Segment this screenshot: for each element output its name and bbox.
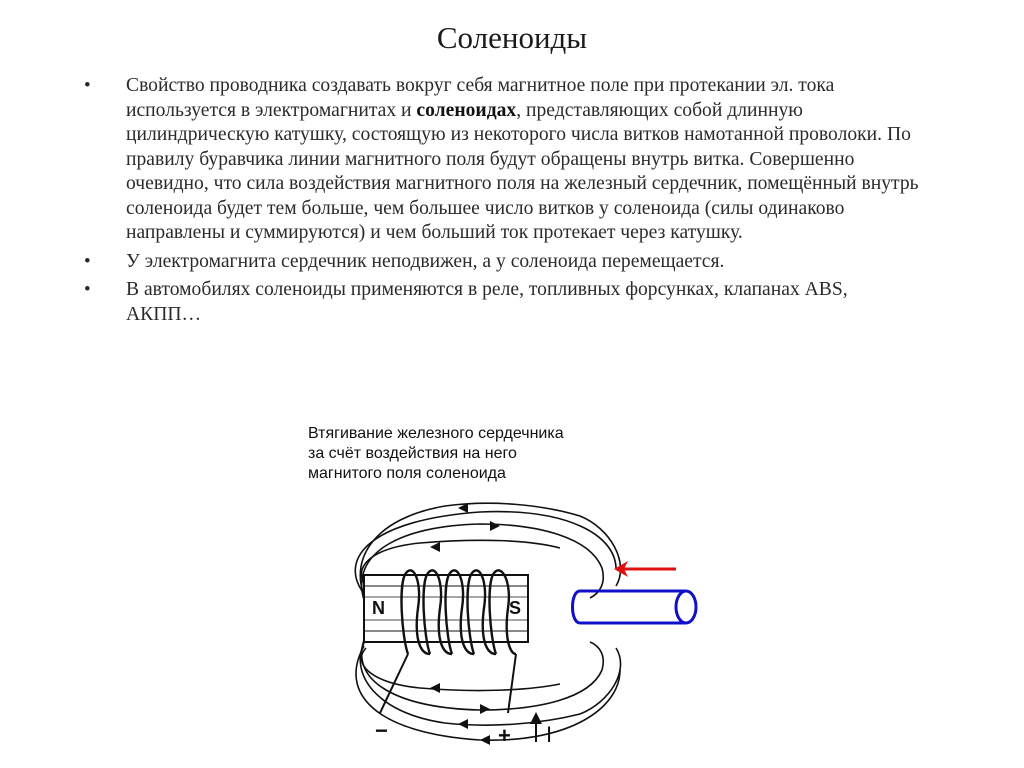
- field-arrow: [430, 542, 440, 552]
- field-arrow: [458, 719, 468, 729]
- bullet-marker: •: [84, 75, 91, 96]
- iron-core: [573, 591, 697, 623]
- solenoid-figure: [280, 408, 720, 768]
- bullet-marker: •: [84, 279, 91, 300]
- bullet-marker: •: [84, 250, 91, 272]
- terminal-minus-label: −: [375, 718, 388, 743]
- bullet-item: [84, 278, 924, 327]
- iron-core-right-end: [676, 591, 696, 623]
- iron-core-left-end: [573, 591, 581, 623]
- bullet-text-pre: Свойство проводника создавать вокруг себя магнитное поле при протекании эл. тока используется в электромагнитах и: [126, 75, 835, 121]
- slide-title: Соленоиды: [436, 20, 588, 55]
- lead-wire-plus: [508, 654, 516, 713]
- field-arrow: [480, 704, 490, 714]
- caption-line-1: Втягивание железного сердечника: [308, 425, 564, 442]
- current-label: I: [546, 722, 553, 747]
- field-line-far-bottom: [356, 646, 620, 740]
- bullet-text: У электромагнита сердечник неподвижен, а у соленоида перемещается.: [126, 250, 725, 272]
- field-arrow: [430, 683, 440, 693]
- solenoid-diagram: [280, 408, 720, 763]
- field-line-inner-bottom: [361, 648, 560, 691]
- bullet-text-bold: соленоидах: [416, 99, 517, 121]
- caption-line-2: за счёт воздействия на него: [308, 445, 517, 462]
- bullet-text-post: , представляющих собой длинную цилиндрическую катушку, состоящую из некоторого числа витков намотанной проволоки. По правилу буравчика линии магнитного поля будут обращены внутрь витка. Совершенно очевидно, что сила воздействия магнитного поля на железный сердечник, помещённый внутрь соленоида будет тем больше, чем большее число витков у соленоида (силы одинаково направлены и суммируются) и чем больший ток протекает через катушку.: [126, 99, 919, 243]
- terminal-plus-label: +: [498, 723, 511, 748]
- bullet-text: В автомобилях соленоиды применяются в реле, топливных форсунках, клапанах ABS, АКПП…: [126, 279, 848, 325]
- bullet-item: [84, 74, 924, 246]
- bullet-item: [84, 250, 924, 275]
- field-arrow: [490, 521, 500, 531]
- pole-label-n: N: [372, 598, 385, 618]
- field-arrow: [480, 735, 490, 745]
- bullet-list: [84, 74, 924, 331]
- lead-wire-minus: [380, 654, 408, 713]
- pole-label-s: S: [509, 598, 522, 618]
- caption-line-3: магнитого поля соленоида: [308, 465, 506, 482]
